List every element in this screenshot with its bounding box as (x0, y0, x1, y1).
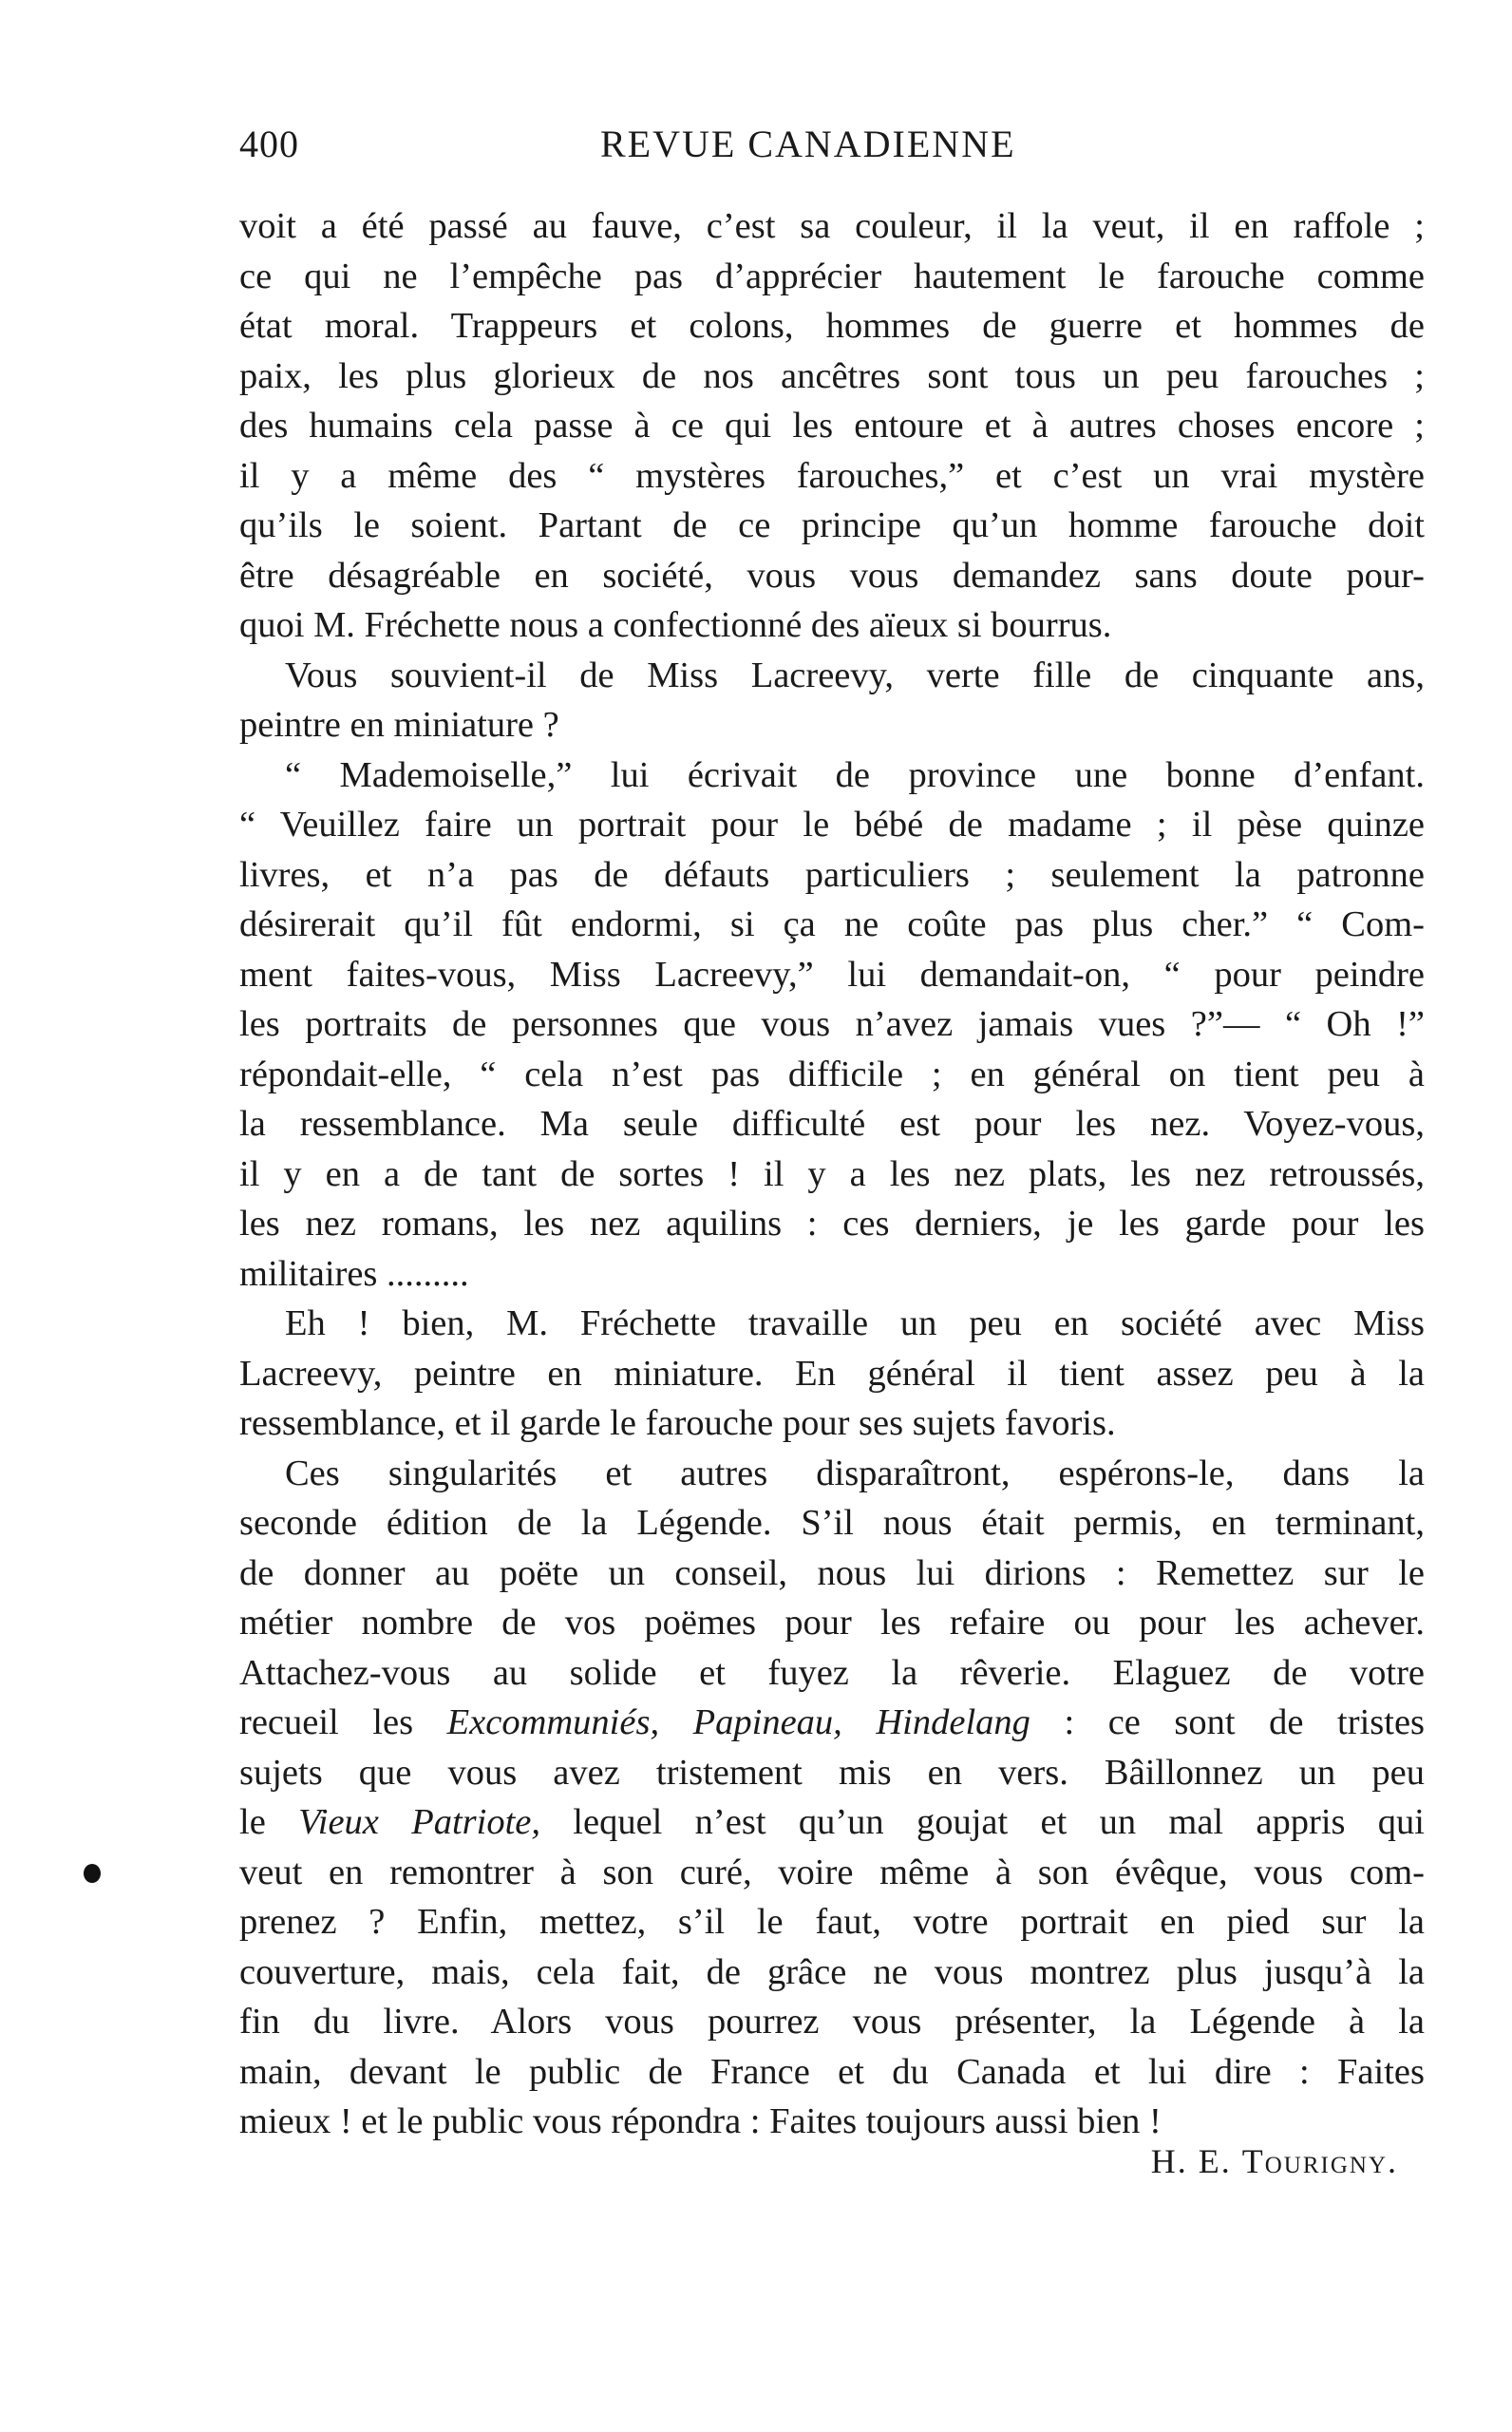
text-line: prenez ? Enfin, mettez, s’il le faut, votre portrait en pied sur la (239, 1902, 1425, 1942)
text-line: Vous souvient-il de Miss Lacreevy, verte fille de cinquante ans, (285, 655, 1425, 695)
text-line: “ Veuillez faire un portrait pour le bébé de madame ; il pèse quinze (239, 805, 1425, 845)
text-line: peintre en miniature ? (239, 705, 559, 745)
text-line: ce qui ne l’empêche pas d’apprécier hautement le farouche comme (239, 256, 1425, 296)
page-number: 400 (239, 123, 299, 165)
text-fragment: : ce sont de tristes (1030, 1702, 1426, 1742)
text-line: la ressemblance. Ma seule difficulté est pour les nez. Voyez-vous, (239, 1104, 1425, 1144)
text-line: état moral. Trappeurs et colons, hommes de guerre et hommes de (239, 306, 1425, 346)
text-line: mieux ! et le public vous répondra : Faites toujours aussi bien ! (239, 2101, 1162, 2141)
author-signature (1151, 2141, 1398, 2181)
text-line: les portraits de personnes que vous n’avez jamais vues ?”— “ Oh !” (239, 1004, 1425, 1044)
text-line: seconde édition de la Légende. S’il nous était permis, en terminant, (239, 1503, 1425, 1543)
text-line (239, 1797, 1425, 1848)
text-line: “ Mademoiselle,” lui écrivait de province une bonne d’enfant. (285, 754, 1425, 795)
text-line: être désagréable en société, vous vous demandez sans doute pour- (239, 555, 1425, 596)
text-line: répondait-elle, “ cela n’est pas difficile ; en général on tient peu à (239, 1054, 1425, 1094)
text-fragment: lequel n’est qu’un goujat et un mal appris qui (540, 1802, 1425, 1842)
text-line: métier nombre de vos poëmes pour les refaire ou pour les achever. (239, 1603, 1425, 1643)
page-header (239, 122, 1417, 175)
text-line: désirerait qu’il fût endormi, si ça ne coûte pas plus cher.” “ Com- (239, 904, 1425, 944)
text-line: il y a même des “ mystères farouches,” et c’est un vrai mystère (239, 455, 1425, 496)
text-line: veut en remontrer à son curé, voire même à son évêque, vous com- (239, 1852, 1425, 1892)
running-head: REVUE CANADIENNE (600, 123, 1016, 165)
text-line: sujets que vous avez tristement mis en vers. Bâillonnez un peu (239, 1752, 1425, 1793)
text-line: militaires ......... (239, 1253, 469, 1294)
text-line: ment faites-vous, Miss Lacreevy,” lui demandait-on, “ pour peindre (239, 954, 1425, 995)
text-line: fin du livre. Alors vous pourrez vous présenter, la Légende à la (239, 2002, 1425, 2042)
text-line: Eh ! bien, M. Fréchette travaille un peu en société avec Miss (285, 1303, 1425, 1343)
text-line: paix, les plus glorieux de nos ancêtres sont tous un peu farouches ; (239, 355, 1425, 396)
text-line: les nez romans, les nez aquilins : ces derniers, je les garde pour les (239, 1204, 1425, 1244)
text-line: de donner au poëte un conseil, nous lui dirions : Remettez sur le (239, 1552, 1425, 1593)
text-line: Attachez-vous au solide et fuyez la rêverie. Elaguez de votre (239, 1652, 1425, 1693)
author-surname: Tourigny. (1241, 2142, 1398, 2180)
text-line: quoi M. Fréchette nous a confectionné des aïeux si bourrus. (239, 605, 1112, 645)
author-initials: H. E. (1150, 2142, 1242, 2180)
text-line: main, devant le public de France et du Canada et lui dire : Faites (239, 2051, 1425, 2092)
text-fragment: le (239, 1802, 266, 1842)
text-line: voit a été passé au fauve, c’est sa couleur, il la veut, il en raffole ; (239, 206, 1425, 246)
body-text (239, 201, 1425, 2147)
text-line: ressemblance, et il garde le farouche pour ses sujets favoris. (239, 1403, 1116, 1443)
text-line: des humains cela passe à ce qui les entoure et à autres choses encore ; (239, 406, 1425, 446)
text-line: livres, et n’a pas de défauts particuliers ; seulement la patronne (239, 854, 1425, 895)
text-fragment: recueil les (239, 1702, 414, 1742)
italic-titles: Excommuniés, Papineau, Hindelang (446, 1702, 1030, 1742)
text-line (239, 1698, 1425, 1748)
text-line: Lacreevy, peintre en miniature. En général il tient assez peu à la (239, 1353, 1425, 1394)
text-line: il y en a de tant de sortes ! il y a les nez plats, les nez retroussés, (239, 1153, 1425, 1194)
text-line: Ces singularités et autres disparaîtront, espérons-le, dans la (285, 1453, 1425, 1493)
ink-speck (84, 1864, 101, 1883)
italic-title: Vieux Patriote, (298, 1802, 540, 1842)
text-line: qu’ils le soient. Partant de ce principe qu’un homme farouche doit (239, 505, 1425, 545)
text-line: couverture, mais, cela fait, de grâce ne vous montrez plus jusqu’à la (239, 1951, 1425, 1992)
